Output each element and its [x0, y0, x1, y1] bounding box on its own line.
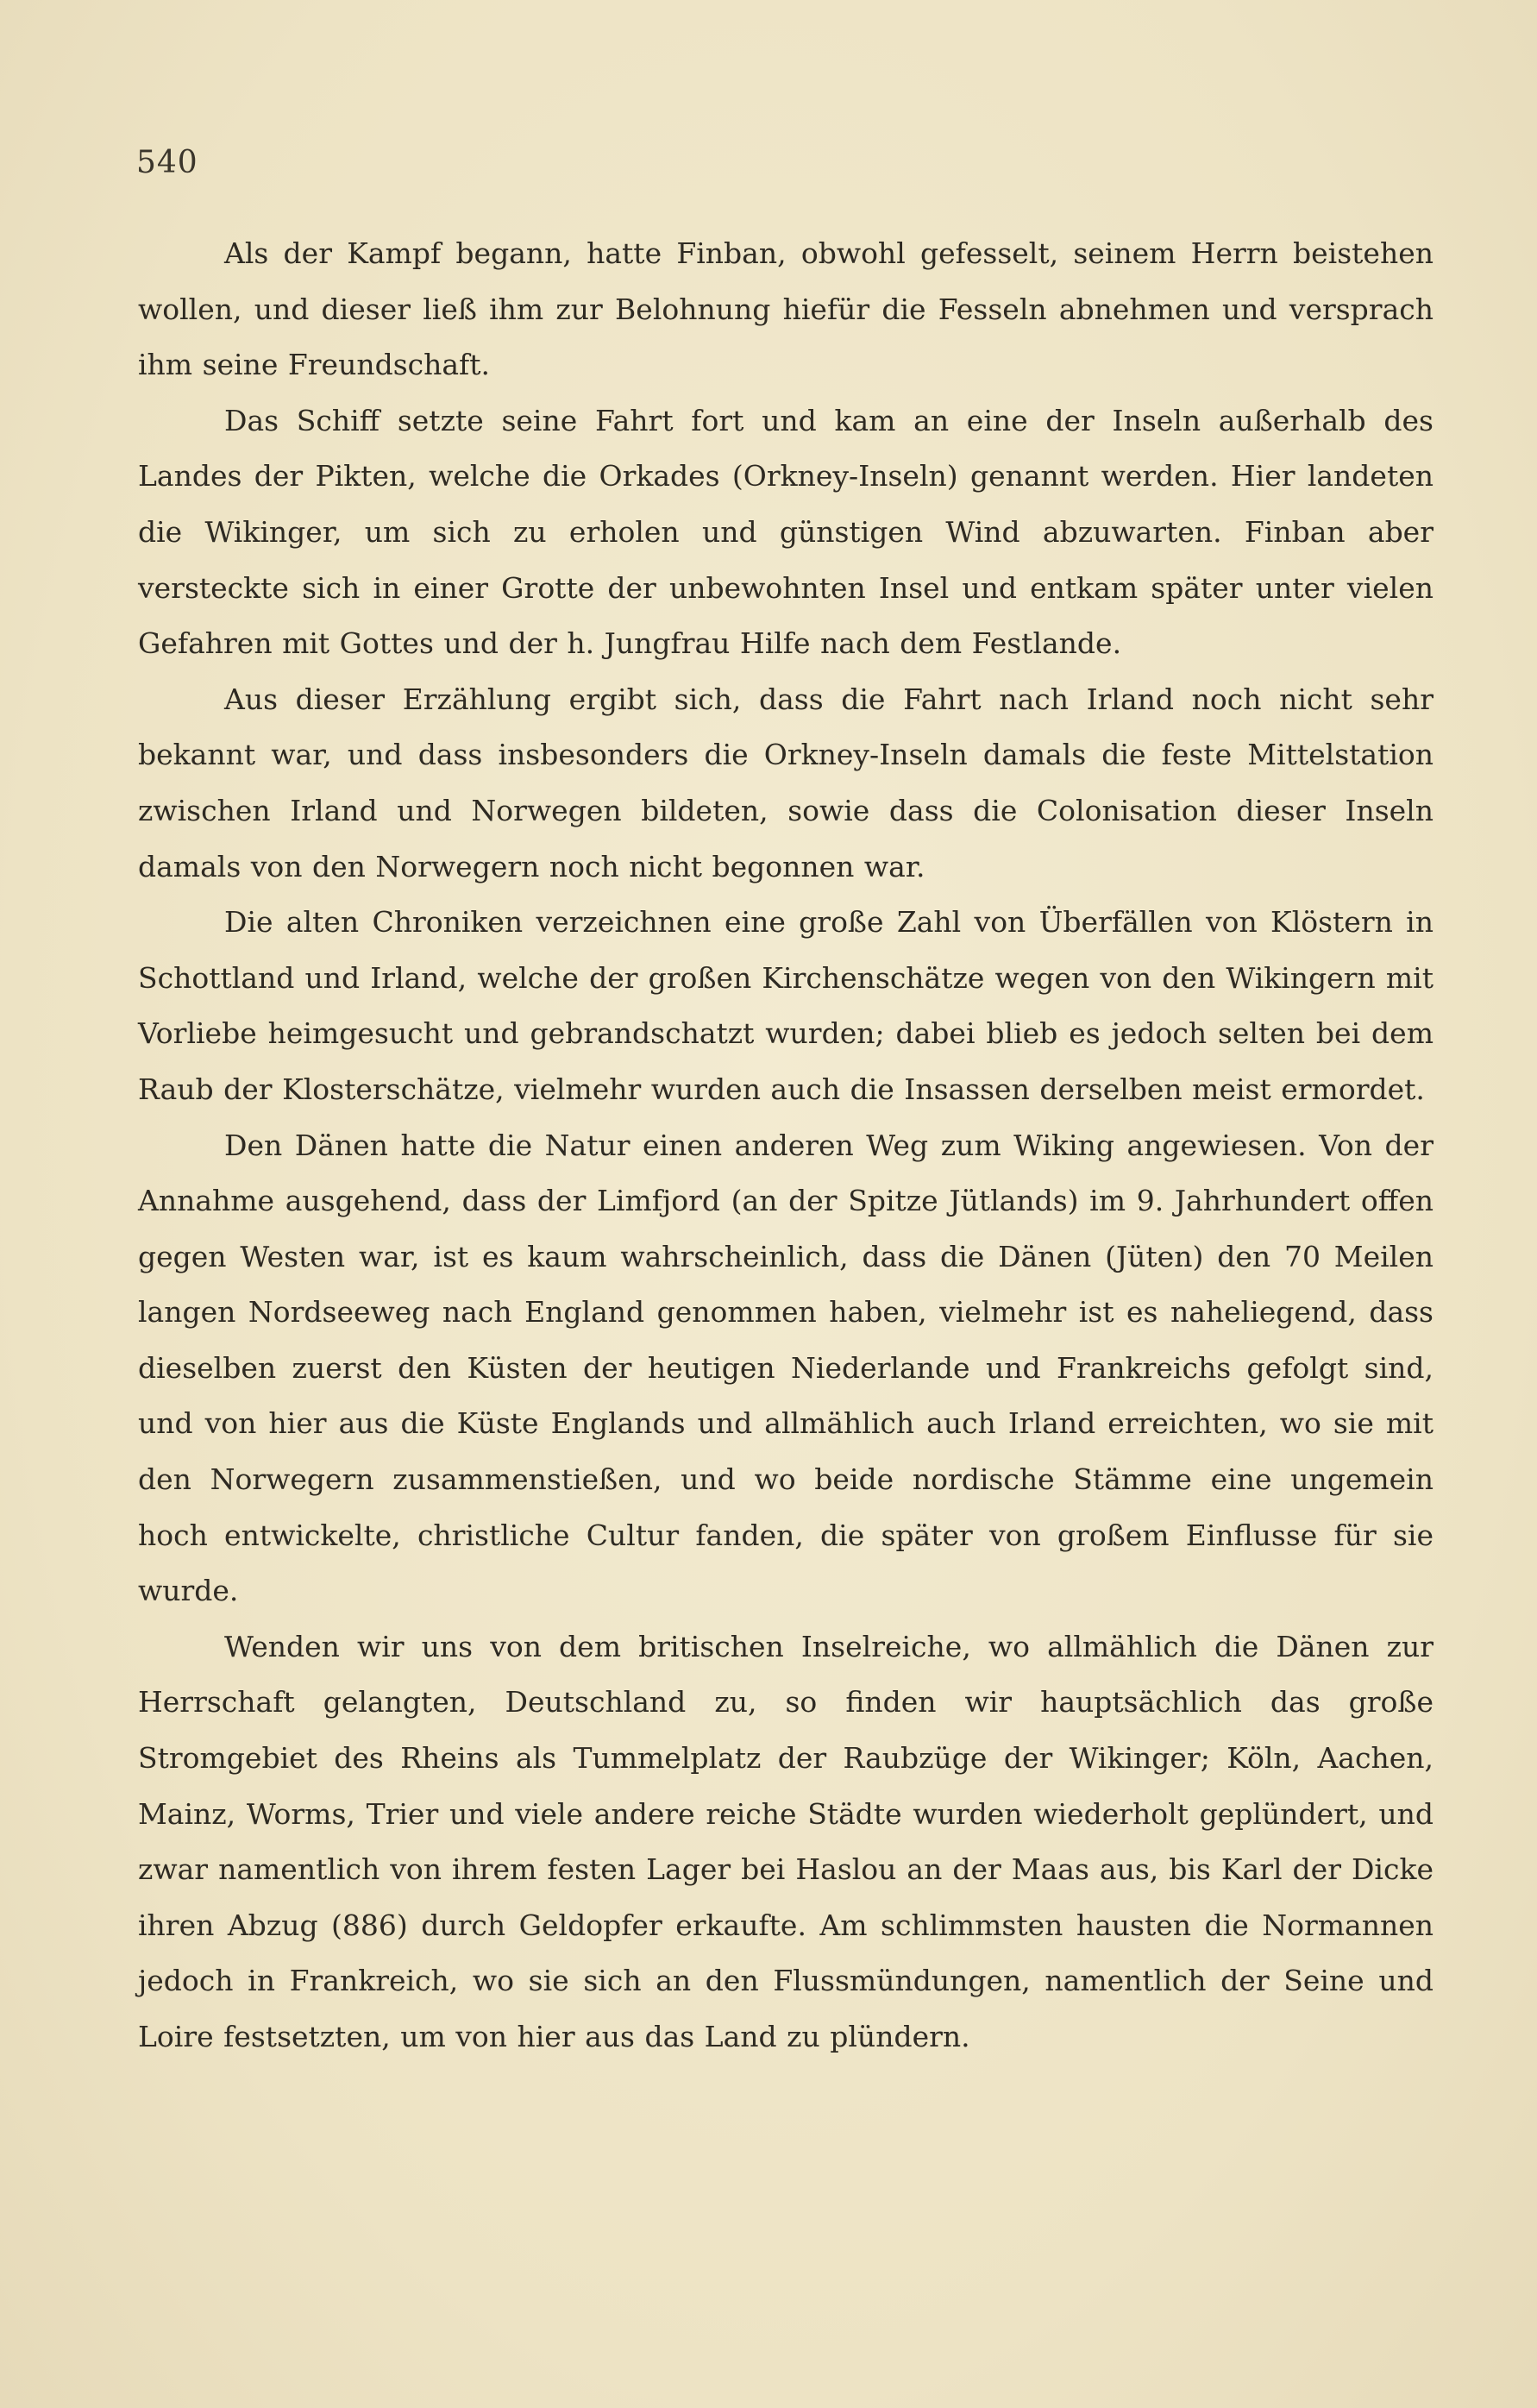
paragraph-6: Wenden wir uns von dem britischen Inselreiche, wo allmählich die Dänen zur Herrschaft gelangten, Deutschland zu, so finden wir hauptsächlich das große Stromgebiet des Rheins als Tummelplatz der Raubzüge der Wikinger; Köln, Aachen, Mainz, Worms, Trier und viele andere reiche Städte wurden wiederholt geplündert, und zwar namentlich von ihrem festen Lager bei Haslou an der Maas aus, bis Karl der Dicke ihren Abzug (886) durch Geldopfer erkaufte. Am schlimmsten hausten die Normannen jedoch in Frankreich, wo sie sich an den Flussmündungen, namentlich der Seine und Loire festsetzten, um von hier aus das Land zu plündern.: [138, 1629, 1433, 2053]
page-number: 540: [136, 145, 198, 180]
paragraph-1: Als der Kampf begann, hatte Finban, obwohl gefesselt, seinem Herrn beistehen wollen, und dieser ließ ihm zur Belohnung hiefür die Fesseln abnehmen und versprach ihm seine Freundschaft.: [138, 236, 1433, 382]
body-text: [138, 226, 1433, 2065]
paragraph-5: Den Dänen hatte die Natur einen anderen Weg zum Wiking angewiesen. Von der Annahme ausgehend, dass der Limfjord (an der Spitze Jütlands) im 9. Jahrhundert offen gegen Westen war, ist es kaum wahrscheinlich, dass die Dänen (Jüten) den 70 Meilen langen Nordseeweg nach England genommen haben, vielmehr ist es naheliegend, dass dieselben zuerst den Küsten der heutigen Niederlande und Frankreichs gefolgt sind, und von hier aus die Küste Englands und allmählich auch Irland erreichten, wo sie mit den Norwegern zusammenstießen, und wo beide nordische Stämme eine ungemein hoch entwickelte, christliche Cultur fanden, die später von großem Einflusse für sie wurde.: [138, 1128, 1433, 1608]
paragraph-2: Das Schiff setzte seine Fahrt fort und kam an eine der Inseln außerhalb des Landes der Pikten, welche die Orkades (Orkney-Inseln) genannt werden. Hier landeten die Wikinger, um sich zu erholen und günstigen Wind abzuwarten. Finban aber versteckte sich in einer Grotte der unbewohnten Insel und entkam später unter vielen Gefahren mit Gottes und der h. Jungfrau Hilfe nach dem Festlande.: [138, 403, 1433, 661]
paragraph-4: Die alten Chroniken verzeichnen eine große Zahl von Überfällen von Klöstern in Schottland und Irland, welche der großen Kirchenschätze wegen von den Wikingern mit Vorliebe heimgesucht und gebrandschatzt wurden; dabei blieb es jedoch selten bei dem Raub der Klosterschätze, vielmehr wurden auch die Insassen derselben meist ermordet.: [138, 905, 1433, 1106]
paragraph-3: Aus dieser Erzählung ergibt sich, dass die Fahrt nach Irland noch nicht sehr bekannt war, und dass insbesonders die Orkney-Inseln damals die feste Mittelstation zwischen Irland und Norwegen bildeten, sowie dass die Colonisation dieser Inseln damals von den Norwegern noch nicht begonnen war.: [138, 682, 1433, 883]
